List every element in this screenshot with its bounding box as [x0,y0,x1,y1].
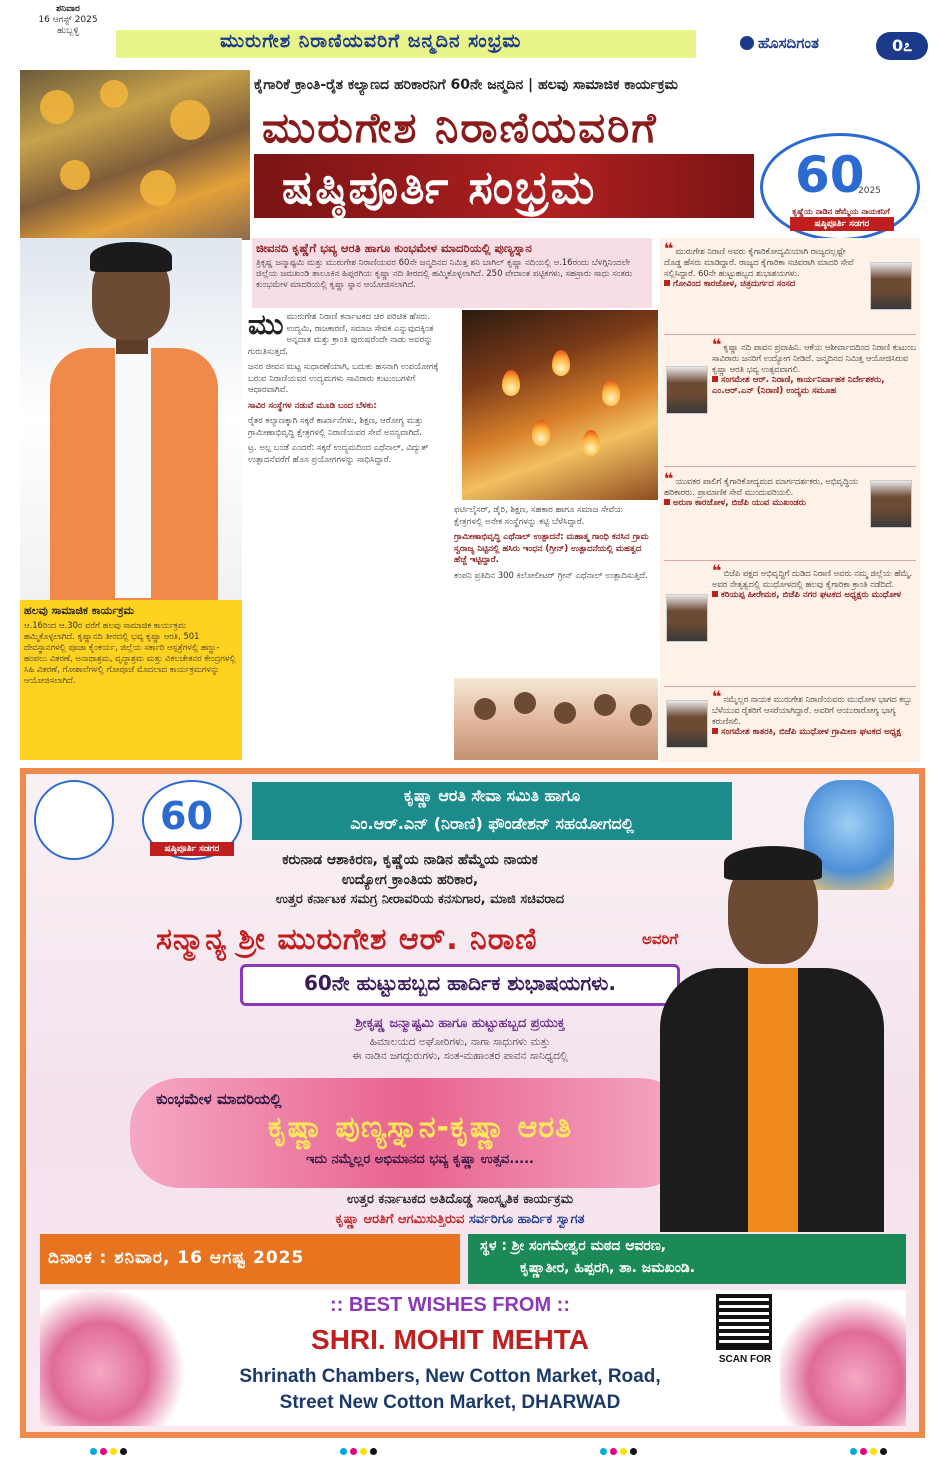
wish-author: ಅರುಣ ಕಾರಜೋಳ, ಬಿಜೆಪಿ ಯುವ ಮುಖಂಡರು [673,498,807,508]
guests-line-1: ಹಿಮಾಲಯದ ಅಘೋರಿಗಳು, ನಾಗಾ ಸಾಧುಗಳು ಮತ್ತು [369,1036,551,1048]
ad-description-2: ಉದ್ಯೋಗ ಕ್ರಾಂತಿಯ ಹರಿಕಾರ, [341,872,479,888]
social-programs-body: ಆ.16ರಿಂದ ಆ.30ರ ವರೆಗೆ ಹಲವು ಸಾಮಾಜಿಕ ಕಾರ್ಯಕ್ರಮ ಹಮ್ಮಿಕೊಳ್ಳಲಾಗಿದೆ. ಕೃಷ್ಣಾನದಿ ತೀರದಲ್ಲಿ ಭವ್ಯ ಕೃಷ್ಣಾ ಆರತಿ, 501 ದೇವಸ್ಥಾನಗಳಲ್ಲಿ ಪೂಜಾ ಕೈಂಕರ್ಯ, ಜಿಲ್ಲೆಯ ಸರ್ಕಾರಿ ಆಸ್ಪತ್ರೆಗಳಲ್ಲಿ ಹಣ್ಣು-ಹಂಪಲು ವಿತರಣೆ, ಅನಾಥಾಶ್ರಮ, ವೃದ್ಧಾಶ್ರಮ ಮತ್ತು ವಿಕಲಚೇತನರ ಕೇಂದ್ರಗಳಲ್ಲಿ ಸಿಹಿ ವಿತರಣೆ, ಗೋಶಾಲೆಗಳಲ್ಲಿ ಗೋಪೂಜೆ ಮೊದಲಾದ ಕಾರ್ಯಕ್ರಮಗಳನ್ನು ಆಯೋಜಿಸಲಾಗಿದೆ. [24,620,236,685]
qr-code-icon[interactable] [716,1294,772,1350]
sponsor-name: SHRI. MOHIT MEHTA [311,1324,589,1355]
wish-quote: ❝ ಮುರುಗೇಶ ನಿರಾಣಿ ಅವರು ಕೈಗಾರಿಕೋದ್ಯಮಿಯಾಗಿ ರಾಜ್ಯದಲ್ಲಷ್ಟೇ ದೊಡ್ಡ ಹೆಸರು ಮಾಡಿದ್ದಾರೆ. ರಾಜ್ಯದ ಕೈಗಾರಿಕಾ ಸಚಿವರಾಗಿ ಮಾದರಿ ಸೇವೆ ಸಲ್ಲಿಸಿದ್ದಾರೆ. 60ನೇ ಹುಟ್ಟುಹಬ್ಬದ ಶುಭಾಶಯಗಳು. ಗೋವಿಂದ ಕಾರಜೋಳ, ಚಿತ್ರದುರ್ಗದ ಸಂಸದ [664,239,854,289]
ad-description-3: ಉತ್ತರ ಕರ್ನಾಟಕ ಸಮಗ್ರ ನೀರಾವರಿಯ ಕನಸುಗಾರ, ಮಾಜಿ ಸಚಿವರಾದ [275,892,565,907]
honoree-name: ಸನ್ಮಾನ್ಯ ಶ್ರೀ ಮುರುಗೇಶ ಆರ್. ನಿರಾಣಿ [156,922,538,957]
emblem-tagline: ಕೃಷ್ಣೆಯ ನಾಡಿನ ಹೆಮ್ಮೆಯ ನಾಯಕನಿಗೆ [792,207,890,216]
dateline-weekday: ಶನಿವಾರ [56,4,80,14]
birthday-wish: 60ನೇ ಹುಟ್ಟುಹಬ್ಬದ ಹಾರ್ದಿಕ ಶುಭಾಷಯಗಳು. [304,971,616,995]
page-number: 0೭ [876,32,928,60]
flowers-decoration [40,1290,190,1426]
intro-body: ತ್ರಿಕೃಷ್ಣ ಜನ್ಮಾಷ್ಟಮಿ ಮತ್ತು ಮುರುಗೇಶ ನಿರಾಣಿಯವರ 60ನೇ ಜನ್ಮದಿನದ ನಿಮಿತ್ತ ಶನಿ ಬಾಗಿಲ್ ಕೃಷ್ಣಾ ನದಿಯಲ್ಲಿ ಆ.16ರಂದು ಬೆಳಗ್ಗಿನಿಂದಲೇ ಜಿಲ್ಲೆಯ ಜಮಖಂಡಿ ತಾಲೂಕಿನ ಹಿಪ್ಪರಗಿಯ ಕೃಷ್ಣಾ ನದಿ ತೀರದಲ್ಲಿ ಹಮ್ಮಿಕೊಳ್ಳಲಾಗಿದೆ. 250 ವೇದಾಂತ ಪಟ್ಟಿಕಗಳು, ಸಹಸ್ರಾರು ಸಾಧು ಸಂತರು ಕುಂಭಮೇಳ ಮಾದರಿಯಲ್ಲಿ ಕೃಷ್ಣಾ ಸ್ನಾನ ಆಯೋಜಿಸಲಾಗಿದೆ. [256,258,633,290]
wish-author: ಕರಿಯಪ್ಪ ಹೀರೇಮಠ, ಬಿಜೆಪಿ ನಗರ ಘಟಕದ ಅಧ್ಯಕ್ಷರು ಮುಧೋಳ [721,590,902,600]
article-paragraph: ರೈತರ ಕಲ್ಯಾಣಕ್ಕಾಗಿ ಸಕ್ಕರೆ ಕಾರ್ಖಾನೆಗಳು, ಶಿಕ್ಷಣ, ಆರೋಗ್ಯ ಮತ್ತು ಗ್ರಾಮೀಣಾಭಿವೃದ್ಧಿ ಕ್ಷೇತ್ರಗಳಲ್ಲಿ ನಿರಾಣಿಯವರ ಸೇವೆ ಅನನ್ಯವಾಗಿದೆ. [248,416,423,438]
ad-emblem-title: ಷಷ್ಠಿಪೂರ್ತಿ ಸಡಗರ [150,842,234,856]
organizers-line-2: ಎಂ.ಆರ್.ಎನ್ (ನಿರಾಣಿ) ಫೌಂಡೇಶನ್ ಸಹಯೋಗದಲ್ಲಿ [350,814,634,833]
social-programs-title: ಹಲವು ಸಾಮಾಜಿಕ ಕಾರ್ಯಕ್ರಮ [24,604,134,617]
event-venue-line-1: ಸ್ಥಳ : ಶ್ರೀ ಸಂಗಮೇಶ್ವರ ಮಠದ ಆವರಣ, [480,1238,667,1254]
article-subhead: ಸಾವಿರ ಸಂಸ್ಥೆಗಳ ನಡುವೆ ಮೂಡಿ ಬಂದ ಬೆಳಕು: [248,400,377,411]
wisher-photo [666,700,708,748]
guests-line-2: ಈ ನಾಡಿನ ಜಗದ್ಗುರುಗಳು, ಸಂತ-ಮಹಾಂತರ ಪಾವನ ಸಾನಿಧ್ಯದಲ್ಲಿ [352,1050,568,1062]
kumbh-title: ಕೃಷ್ಣಾ ಪುಣ್ಯಸ್ನಾನ-ಕೃಷ್ಣಾ ಆರತಿ [267,1110,573,1145]
foundation-logo [34,780,114,860]
newspaper-name: ಹೊಸದಿಗಂತ [758,34,819,52]
registration-marks [850,1440,910,1450]
dateline-city: ಹುಬ್ಬಳ್ಳಿ [57,26,79,36]
sponsor-address-1: Shrinath Chambers, New Cotton Market, Road, [239,1366,661,1387]
divider [664,466,916,467]
best-wishes-heading: :: BEST WISHES FROM :: [330,1294,570,1316]
divider [664,560,916,561]
kumbh-tagline: ಇದು ನಮ್ಮೆಲ್ಲರ ಅಭಿಮಾನದ ಭವ್ಯ ಕೃಷ್ಣಾ ಉತ್ಸವ..... [306,1152,534,1167]
welcome-text: ಸರ್ವರಿಗೂ ಹಾರ್ದಿಕ ಸ್ವಾಗತ [468,1212,585,1227]
welcome-highlight: ಕೃಷ್ಣಾ ಆರತಿಗೆ ಆಗಮಿಸುತ್ತಿರುವ [335,1212,465,1227]
ad-description-1: ಕರುನಾಡ ಆಶಾಕಿರಣ, ಕೃಷ್ಣೆಯ ನಾಡಿನ ಹೆಮ್ಮೆಯ ನಾಯಕ [282,852,538,868]
wish-text: ಬಿಜೆಪಿ ಪಕ್ಷದ ಅಭಿವೃದ್ಧಿಗೆ ದುಡಿದ ನಿರಾಣಿ ಅವರು ನಮ್ಮ ಜಿಲ್ಲೆಯ ಹೆಮ್ಮೆ. ಅವರ ನೇತೃತ್ವದಲ್ಲಿ ಮುಧೋಳದಲ್ಲಿ ಹಲವು ಕೈಗಾರಿಕಾ ಕ್ರಾಂತಿ ನಡೆದಿದೆ. [712,568,913,589]
emblem-number: 60 [795,146,865,204]
intro-title: ಜೀವನದಿ ಕೃಷ್ಣೆಗೆ ಭವ್ಯ ಆರತಿ ಹಾಗೂ ಕುಂಭಮೇಳ ಮಾದರಿಯಲ್ಲಿ ಪುಣ್ಯಸ್ನಾನ [256,241,532,255]
flowers-decoration [780,1290,906,1426]
wish-text: ನಮ್ಮೆಲ್ಲರ ನಾಯಕ ಮುರುಗೇಶ ನಿರಾಣಿಯವರು ಮುಧೋಳ ಭಾಗದ ಕಬ್ಬು ಬೆಳೆಯುವ ರೈತರಿಗೆ ಆಸರೆಯಾಗಿದ್ದಾರೆ. ಅವರಿಗೆ ಆಯುರಾರೋಗ್ಯ ಭಾಗ್ಯ ಕರುಣಿಸಲಿ. [712,694,913,726]
event-date: ದಿನಾಂಕ : ಶನಿವಾರ, 16 ಆಗಷ್ಟ 2025 [48,1248,305,1268]
headline-kicker: ಕೈಗಾರಿಕೆ ಕ್ರಾಂತಿ-ರೈತ ಕಲ್ಯಾಣದ ಹರಿಕಾರನಿಗೆ 60ನೇ ಜನ್ಮದಿನ | ಹಲವು ಸಾಮಾಜಿಕ ಕಾರ್ಯಕ್ರಮ [254,77,678,93]
wish-quote: ❝ ಬಿಜೆಪಿ ಪಕ್ಷದ ಅಭಿವೃದ್ಧಿಗೆ ದುಡಿದ ನಿರಾಣಿ ಅವರು ನಮ್ಮ ಜಿಲ್ಲೆಯ ಹೆಮ್ಮೆ. ಅವರ ನೇತೃತ್ವದಲ್ಲಿ ಮುಧೋಳದಲ್ಲಿ ಹಲವು ಕೈಗಾರಿಕಾ ಕ್ರಾಂತಿ ನಡೆದಿದೆ. ಕರಿಯಪ್ಪ ಹೀರೇಮಠ, ಬಿಜೆಪಿ ನಗರ ಘಟಕದ ಅಧ್ಯಕ್ಷರು ಮುಧೋಳ [712,561,913,600]
wish-author: ಗೋವಿಂದ ಕಾರಜೋಳ, ಚಿತ್ರದುರ್ಗದ ಸಂಸದ [673,279,796,289]
divider [664,334,916,335]
headline-line-2: ಷಷ್ಠಿಪೂರ್ತಿ ಸಂಭ್ರಮ [282,160,597,214]
occasion-line: ಶ್ರೀಕೃಷ್ಣ ಜನ್ಮಾಷ್ಟಮಿ ಹಾಗೂ ಹುಟ್ಟುಹಬ್ಬದ ಪ್ರಯುಕ್ತ [355,1016,565,1031]
wish-author: ಸಂಗಮೇಶ ಆರ್. ನಿರಾಣಿ, ಕಾರ್ಯನಿರ್ವಾಹಕ ನಿರ್ದೇಶಕರು, ಎಂ.ಆರ್.ಎನ್ (ನಿರಾಣಿ) ಉದ್ಯಮ ಸಮೂಹ [712,375,885,396]
wish-text: ಕೃಷ್ಣಾ ನದಿ ಪಾವನ ಪ್ರವಾಹಿನಿ. ಆಕೆಯ ಆಶೀರ್ವಾದದಿಂದ ನಿರಾಣಿ ಕುಟುಂಬ ಸಾವಿರಾರು ಜನರಿಗೆ ಉದ್ಯೋಗ ನೀಡಿದೆ. ಜನ್ಮದಿನದ ನಿಮಿತ್ತ ಆಯೋಜಿಸಿರುವ ಕೃಷ್ಣಾ ಆರತಿ ಭವ್ಯ ಉತ್ಸವವಾಗಲಿ. [712,342,917,374]
logo-icon [740,36,754,50]
article-paragraph: ಮುರುಗೇಶ ನಿರಾಣಿ ಕರ್ನಾಟಕದ ಚಿರ ಪರಿಚಿತ ಹೆಸರು. ಉದ್ಯಮಿ, ರಾಜಕಾರಣಿ, ಸಮಾಜ ಸೇವಕ ಎನ್ನುವುದಕ್ಕಿಂತ ಅನ್ನದಾತ ಮತ್ತು ಕ್ರಾಂತಿ ಪುರುಷರೆಂದೇ ನಾಡು ಅವರನ್ನು ಗುರುತಿಸುತ್ತದೆ. [248,312,434,357]
article-column-2 [454,505,654,675]
wisher-photo [666,366,708,414]
article-paragraph: ಜನರ ಜೀವನ ಮಟ್ಟ ಸುಧಾರಣೆಯಾಗಿ, ಬದುಕು ಹಸನಾಗಿ ಉಪಯೋಗಕ್ಕೆ ಬರುವ ನಿರಾಣಿಯವರ ಉದ್ಯಮಗಳು ಸಾವಿರಾರು ಕುಟುಂಬಗಳಿಗೆ ಆಧಾರವಾಗಿವೆ. [248,362,439,395]
registration-marks [600,1440,660,1450]
kumbh-intro: ಕುಂಭಮೇಳ ಮಾದರಿಯಲ್ಲಿ [156,1090,282,1108]
wish-text: ಮುರುಗೇಶ ನಿರಾಣಿ ಅವರು ಕೈಗಾರಿಕೋದ್ಯಮಿಯಾಗಿ ರಾಜ್ಯದಲ್ಲಷ್ಟೇ ದೊಡ್ಡ ಹೆಸರು ಮಾಡಿದ್ದಾರೆ. ರಾಜ್ಯದ ಕೈಗಾರಿಕಾ ಸಚಿವರಾಗಿ ಮಾದರಿ ಸೇವೆ ಸಲ್ಲಿಸಿದ್ದಾರೆ. 60ನೇ ಹುಟ್ಟುಹಬ್ಬದ ಶುಭಾಶಯಗಳು. [664,246,854,278]
wisher-photo [870,262,912,310]
qr-scan-label: SCAN FOR [718,1354,772,1365]
section-banner-title: ಮುರುಗೇಶ ನಿರಾಣಿಯವರಿಗೆ ಜನ್ಮದಿನ ಸಂಭ್ರಮ [220,30,522,52]
organizers-line-1: ಕೃಷ್ಣಾ ಆರತಿ ಸೇವಾ ಸಮಿತಿ ಹಾಗೂ [403,786,581,805]
wish-text: ಯುವಕರ ಪಾಲಿಗೆ ಕೈಗಾರಿಕೋದ್ಯಮದ ಮಾರ್ಗದರ್ಶಕರು, ಅಭಿವೃದ್ಧಿಯ ಹರಿಕಾರರು. ಪ್ರಾಮಾಣಿಕ ಸೇವೆ ಮುಂದುವರಿಯಲಿ. [664,476,859,497]
article-paragraph: ಫರ್ಟಿಲೈಸರ್, ಡೈರಿ, ಶಿಕ್ಷಣ, ಸಹಕಾರ ಹಾಗೂ ಸಮಾಜ ಸೇವೆಯ ಕ್ಷೇತ್ರಗಳಲ್ಲಿ ಅನೇಕ ಸಂಸ್ಥೆಗಳನ್ನು ಕಟ್ಟಿ ಬೆಳೆಸಿದ್ದಾರೆ. [454,505,624,527]
cultural-event-line: ಉತ್ತರ ಕರ್ನಾಟಕದ ಅತಿದೊಡ್ಡ ಸಾಂಸ್ಕೃತಿಕ ಕಾರ್ಯಕ್ರಮ [346,1192,574,1207]
felicitation-event-photo [454,678,658,760]
emblem-year: 2025 [858,186,881,196]
page-header [0,0,945,64]
registration-marks [340,1440,400,1450]
event-venue-line-2: ಕೃಷ್ಣಾತೀರ, ಹಿಪ್ಪರಗಿ, ತಾ. ಜಮಖಂಡಿ. [520,1260,696,1276]
wish-quote: ❝ ನಮ್ಮೆಲ್ಲರ ನಾಯಕ ಮುರುಗೇಶ ನಿರಾಣಿಯವರು ಮುಧೋಳ ಭಾಗದ ಕಬ್ಬು ಬೆಳೆಯುವ ರೈತರಿಗೆ ಆಸರೆಯಾಗಿದ್ದಾರೆ. ಅವರಿಗೆ ಆಯುರಾರೋಗ್ಯ ಭಾಗ್ಯ ಕರುಣಿಸಲಿ. ಸಂಗಮೇಶ ಕಾತರಕಿ, ಬಿಜೆಪಿ ಮುಧೋಳ ಗ್ರಾಮೀಣ ಘಟಕದ ಅಧ್ಯಕ್ಷ [712,687,913,737]
wish-author: ಸಂಗಮೇಶ ಕಾತರಕಿ, ಬಿಜೆಪಿ ಮುಧೋಳ ಗ್ರಾಮೀಣ ಘಟಕದ ಅಧ್ಯಕ್ಷ [721,727,902,737]
headline-line-1: ಮುರುಗೇಶ ನಿರಾಣಿಯವರಿಗೆ [262,103,658,152]
dateline-date: 16 ಆಗಸ್ಟ್ 2025 [38,15,98,25]
honoree-name-suffix: ಅವರಿಗೆ [642,930,679,948]
nirani-portrait-photo [20,238,242,600]
divider [664,686,916,687]
article-paragraph: ಟ್ರ. ಅಲ್ಪ ಬಂಡೆ ಎಂದರೆ: ಸಕ್ಕರೆ ಉದ್ಯಮದಿಂದ ಎಥೆನಾಲ್, ವಿದ್ಯುತ್ ಉತ್ಪಾದನೆವರೆಗೆ ಹೊಸ ಪ್ರಯೋಗಗಳನ್ನು ಸಾಧಿಸಿದ್ದಾರೆ. [248,443,429,465]
emblem-title: ಷಷ್ಠಿಪೂರ್ತಿ ಸಡಗರ [790,217,894,231]
krishna-aarti-photo [462,310,658,500]
ad-emblem-number: 60 [160,794,213,838]
drop-cap: ಮು [248,312,284,341]
newspaper-logo [740,34,819,52]
article-column-1 [248,312,448,762]
wisher-photo [666,594,708,642]
welcome-line [220,1212,700,1227]
article-subhead: ಗ್ರಾಮೀಣಾಭಿವೃದ್ಧಿ ಎಥೆನಾಲ್ ಉತ್ಪಾದನೆ: ಮಹಾತ್ಮ ಗಾಂಧಿ ಕನಸಿನ ಗ್ರಾಮ ಸ್ವರಾಜ್ಯ ನಿಟ್ಟಿನಲ್ಲಿ ಹಸಿರು ಇಂಧನ (ಗ್ರೀನ್) ಉತ್ಪಾದನೆಯಲ್ಲಿ ಮಹತ್ವದ ಹೆಜ್ಜೆ ಇಟ್ಟಿದ್ದಾರೆ. [454,532,649,565]
article-paragraph: ಕಂಪನಿ ಪ್ರತಿದಿನ 300 ಕಿಲೋಲೀಟರ್ ಗ್ರೀನ್ ಎಥೆನಾಲ್ ಉತ್ಪಾದಿಸುತ್ತಿದೆ. [454,570,648,581]
registration-marks [90,1440,150,1450]
wisher-photo [870,480,912,528]
wish-quote: ❝ ಕೃಷ್ಣಾ ನದಿ ಪಾವನ ಪ್ರವಾಹಿನಿ. ಆಕೆಯ ಆಶೀರ್ವಾದದಿಂದ ನಿರಾಣಿ ಕುಟುಂಬ ಸಾವಿರಾರು ಜನರಿಗೆ ಉದ್ಯೋಗ ನೀಡಿದೆ. ಜನ್ಮದಿನದ ನಿಮಿತ್ತ ಆಯೋಜಿಸಿರುವ ಕೃಷ್ಣಾ ಆರತಿ ಭವ್ಯ ಉತ್ಸವವಾಗಲಿ. ಸಂಗಮೇಶ ಆರ್. ನಿರಾಣಿ, ಕಾರ್ಯನಿರ್ವಾಹಕ ನಿರ್ದೇಶಕರು, ಎಂ.ಆರ್.ಎನ್ (ನಿರಾಣಿ) ಉದ್ಯಮ ಸಮೂಹ [712,335,917,396]
honoree-photo [640,840,902,1232]
wish-quote: ❝ ಯುವಕರ ಪಾಲಿಗೆ ಕೈಗಾರಿಕೋದ್ಯಮದ ಮಾರ್ಗದರ್ಶಕರು, ಅಭಿವೃದ್ಧಿಯ ಹರಿಕಾರರು. ಪ್ರಾಮಾಣಿಕ ಸೇವೆ ಮುಂದುವರಿಯಲಿ. ಅರುಣ ಕಾರಜೋಳ, ಬಿಜೆಪಿ ಯುವ ಮುಖಂಡರು [664,469,859,508]
dateline [24,4,112,37]
sponsor-address-2: Street New Cotton Market, DHARWAD [279,1392,621,1413]
sadhus-procession-photo [20,70,250,240]
